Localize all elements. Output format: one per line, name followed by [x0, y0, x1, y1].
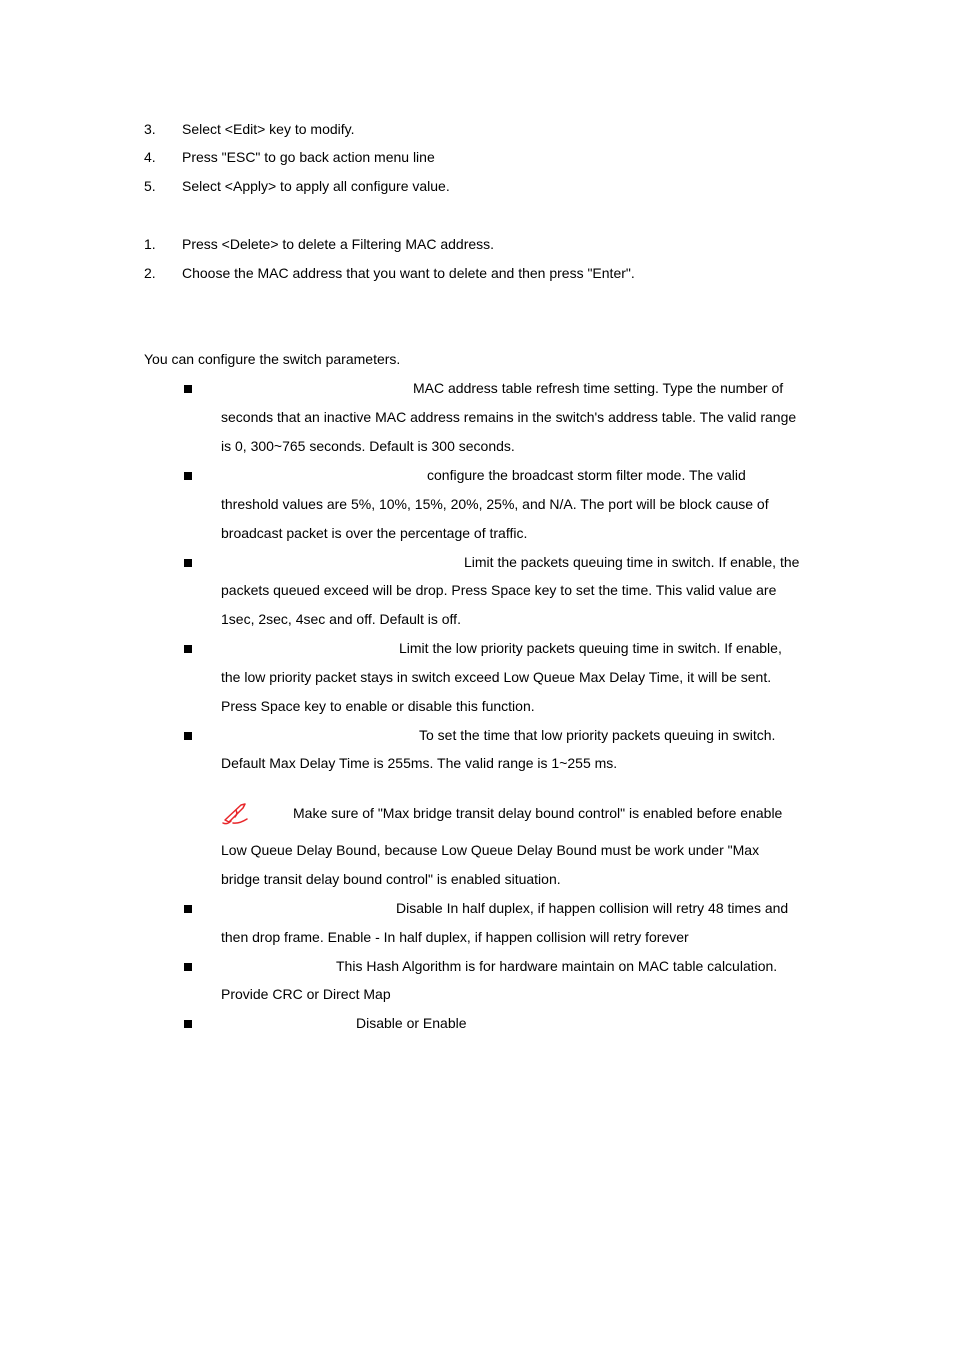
note-line: bridge transit delay bound control" is enabled situation.	[221, 871, 561, 887]
writing-hand-icon	[221, 800, 251, 826]
note-line: Low Queue Delay Bound, because Low Queue Delay Bound must be work under "Max	[221, 842, 760, 858]
bullet-icon	[184, 1020, 192, 1028]
step-number: 1.	[144, 236, 156, 252]
step-text: Choose the MAC address that you want to delete and then press "Enter".	[182, 265, 635, 281]
item-line: Disable In half duplex, if happen collision will retry 48 times and	[396, 900, 789, 916]
item-line: packets queued exceed will be drop. Press Space key to set the time. This valid value are	[221, 582, 777, 598]
item-line: seconds that an inactive MAC address remains in the switch's address table. The valid range	[221, 409, 797, 425]
item-line: Default Max Delay Time is 255ms. The valid range is 1~255 ms.	[221, 755, 618, 771]
bullet-icon	[184, 905, 192, 913]
item-line: threshold values are 5%, 10%, 15%, 20%, 25%, and N/A. The port will be block cause of	[221, 496, 769, 512]
item-line: configure the broadcast storm filter mode. The valid	[427, 467, 746, 483]
step-number: 4.	[144, 149, 156, 165]
bullet-icon	[184, 559, 192, 567]
bullet-icon	[184, 385, 192, 393]
step-text: Select <Apply> to apply all configure value.	[182, 178, 450, 194]
item-line: This Hash Algorithm is for hardware maintain on MAC table calculation.	[336, 958, 778, 974]
item-line: Limit the low priority packets queuing time in switch. If enable,	[399, 640, 782, 656]
bullet-icon	[184, 963, 192, 971]
item-line: Provide CRC or Direct Map	[221, 986, 391, 1002]
note-line: Make sure of "Max bridge transit delay bound control" is enabled before enable	[293, 805, 783, 821]
step-text: Select <Edit> key to modify.	[182, 121, 355, 137]
bullet-icon	[184, 645, 192, 653]
bullet-icon	[184, 732, 192, 740]
item-line: the low priority packet stays in switch exceed Low Queue Max Delay Time, it will be sent.	[221, 669, 772, 685]
item-line: is 0, 300~765 seconds. Default is 300 seconds.	[221, 438, 515, 454]
step-number: 2.	[144, 265, 156, 281]
step-number: 3.	[144, 121, 156, 137]
item-line: To set the time that low priority packets queuing in switch.	[419, 727, 776, 743]
item-line: 1sec, 2sec, 4sec and off. Default is off.	[221, 611, 461, 627]
step-number: 5.	[144, 178, 156, 194]
step-text: Press "ESC" to go back action menu line	[182, 149, 435, 165]
item-line: Disable or Enable	[356, 1015, 467, 1031]
item-line: MAC address table refresh time setting. Type the number of	[413, 380, 784, 396]
item-line: broadcast packet is over the percentage of traffic.	[221, 525, 528, 541]
bullet-icon	[184, 472, 192, 480]
intro-text: You can configure the switch parameters.	[144, 351, 401, 367]
item-line: Press Space key to enable or disable this function.	[221, 698, 535, 714]
item-line: Limit the packets queuing time in switch. If enable, the	[464, 554, 800, 570]
step-text: Press <Delete> to delete a Filtering MAC address.	[182, 236, 495, 252]
item-line: then drop frame. Enable - In half duplex, if happen collision will retry forever	[221, 929, 689, 945]
